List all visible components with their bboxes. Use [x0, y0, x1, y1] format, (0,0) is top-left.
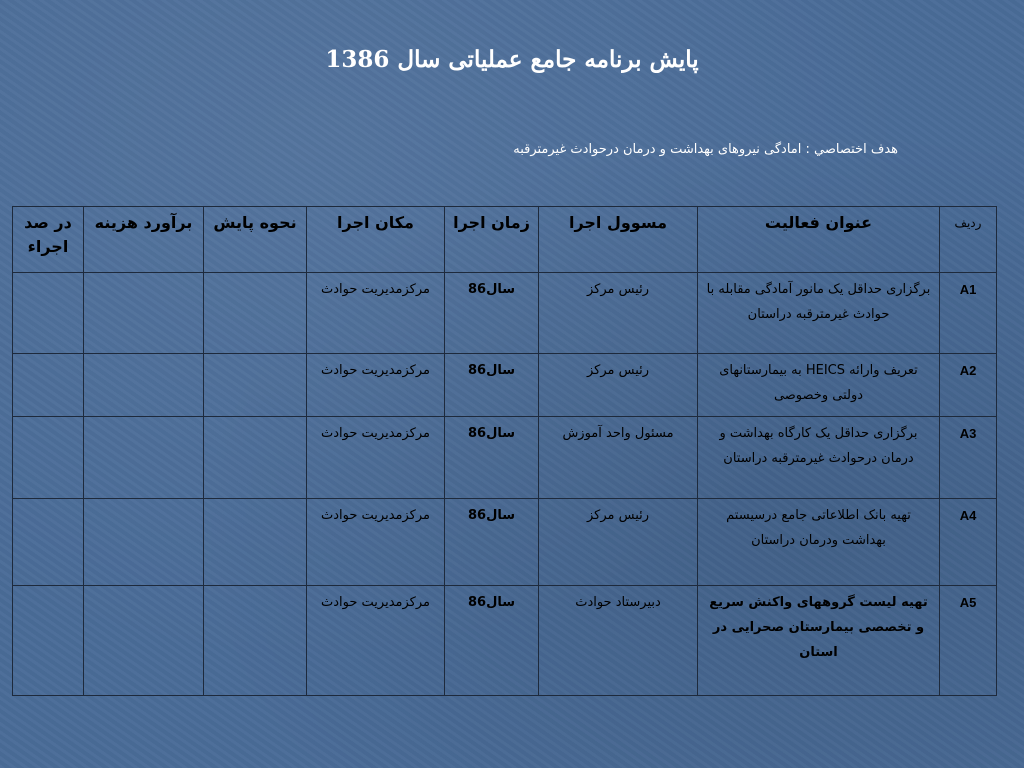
time-cell: سال86: [445, 499, 539, 586]
table-row: [13, 273, 997, 354]
activity-cell: برگزاری حداقل یک مانور آمادگی مقابله با حوادث غیرمترقبه دراستان: [698, 273, 940, 354]
header-time: زمان اجرا: [445, 207, 539, 273]
cost-cell: [84, 586, 204, 696]
header-place: مکان اجرا: [307, 207, 445, 273]
cost-cell: [84, 354, 204, 417]
header-execution-percent: در صد اجراء: [13, 207, 84, 273]
percent-cell: [13, 499, 84, 586]
cost-cell: [84, 499, 204, 586]
table-row: [13, 586, 997, 696]
place-cell: مرکزمدیریت حوادث: [307, 417, 445, 499]
table-row: [13, 499, 997, 586]
place-cell: مرکزمدیریت حوادث: [307, 354, 445, 417]
table-row: [13, 354, 997, 417]
responsible-cell: رئیس مرکز: [539, 273, 698, 354]
cost-cell: [84, 273, 204, 354]
table-header-row: [13, 207, 997, 273]
header-activity-title: عنوان فعالیت: [698, 207, 940, 273]
place-cell: مرکزمدیریت حوادث: [307, 586, 445, 696]
row-id: A4: [940, 499, 997, 586]
percent-cell: [13, 354, 84, 417]
monitoring-cell: [204, 417, 307, 499]
activity-cell: تعریف وارائه HEICS به بیمارستانهای دولتی وخصوصی: [698, 354, 940, 417]
cost-cell: [84, 417, 204, 499]
slide-title: پایش برنامه جامع عملیاتی سال 1386: [325, 46, 699, 73]
time-cell: سال86: [445, 417, 539, 499]
activity-cell: تهیه لیست گروههای واکنش سریع و تخصصی بیمارستان صحرایی در استان: [698, 586, 940, 696]
header-monitoring-method: نحوه پایش: [204, 207, 307, 273]
header-row-number: رديف: [940, 207, 997, 273]
responsible-cell: رئیس مرکز: [539, 354, 698, 417]
percent-cell: [13, 586, 84, 696]
time-cell: سال86: [445, 586, 539, 696]
place-cell: مرکزمدیریت حوادث: [307, 273, 445, 354]
monitoring-cell: [204, 586, 307, 696]
table-row: [13, 417, 997, 499]
row-id: A5: [940, 586, 997, 696]
percent-cell: [13, 417, 84, 499]
activity-cell: تهیه بانک اطلاعاتی جامع درسیستم بهداشت ودرمان دراستان: [698, 499, 940, 586]
row-id: A1: [940, 273, 997, 354]
header-cost-estimate: برآورد هزینه: [84, 207, 204, 273]
monitoring-cell: [204, 499, 307, 586]
responsible-cell: رئیس مرکز: [539, 499, 698, 586]
place-cell: مرکزمدیریت حوادث: [307, 499, 445, 586]
row-id: A2: [940, 354, 997, 417]
operational-plan-table: [12, 206, 997, 696]
monitoring-cell: [204, 273, 307, 354]
activity-cell: برگزاری حداقل یک کارگاه بهداشت و درمان درحوادث غیرمترقبه دراستان: [698, 417, 940, 499]
responsible-cell: دبیرستاد حوادث: [539, 586, 698, 696]
specific-goal: هدف اختصاصي : امادگی نیروهای بهداشت و درمان درحوادث غیرمترقبه: [513, 142, 898, 157]
time-cell: سال86: [445, 273, 539, 354]
percent-cell: [13, 273, 84, 354]
monitoring-cell: [204, 354, 307, 417]
header-responsible: مسوول اجرا: [539, 207, 698, 273]
time-cell: سال86: [445, 354, 539, 417]
responsible-cell: مسئول واحد آموزش: [539, 417, 698, 499]
row-id: A3: [940, 417, 997, 499]
